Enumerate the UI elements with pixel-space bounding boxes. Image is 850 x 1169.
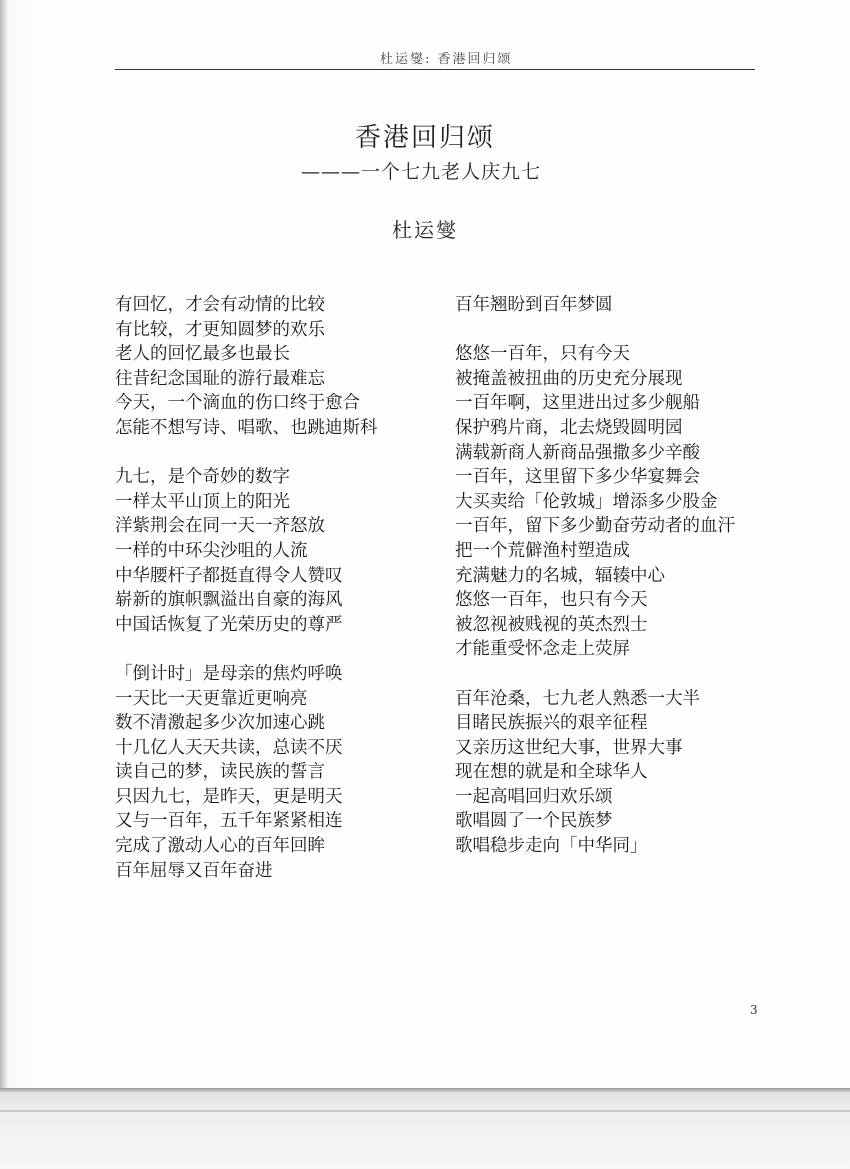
- poem-line: 「倒计时」是母亲的焦灼呼唤: [115, 663, 343, 684]
- header-rule: [115, 69, 755, 70]
- poem-line: 悠悠一百年，只有今天: [455, 344, 630, 365]
- poem-line: 又与一百年，五千年紧紧相连: [115, 811, 343, 832]
- poem-line: 一百年啊，这里进出过多少舰船: [455, 393, 700, 414]
- poem-line: 数不清激起多少次加速心跳: [115, 713, 325, 734]
- poem-stanza: [115, 662, 378, 883]
- underlying-sheet: [0, 1092, 850, 1169]
- poem-line: 又亲历这世纪大事，世界大事: [455, 737, 683, 758]
- poem-subtitle: ———一个七九老人庆九七: [301, 161, 542, 183]
- poem-right-column: [455, 293, 735, 883]
- poem-line: 大买卖给「伦敦城」增添多少股金: [455, 491, 718, 512]
- poem-title: 香港回归颂: [354, 123, 495, 153]
- poem-line: 只因九七，是昨天，更是明天: [115, 786, 343, 807]
- underlying-sheet-edge: [0, 1110, 850, 1112]
- poem-stanza: [455, 342, 735, 662]
- poem-line: 崭新的旗帜飘溢出自豪的海风: [115, 590, 343, 611]
- poem-line: 目睹民族振兴的艰辛征程: [455, 713, 648, 734]
- poem-line: 中华腰杆子都挺直得令人赞叹: [115, 565, 343, 586]
- binding-shadow: [0, 0, 8, 1090]
- poem-line: 才能重受怀念走上荧屏: [455, 639, 630, 660]
- poem-line: 往昔纪念国耻的游行最难忘: [115, 368, 325, 389]
- poem-line: 一天比一天更靠近更响亮: [115, 688, 308, 709]
- poem-line: 十几亿人天天共读，总读不厌: [115, 737, 343, 758]
- poem-line: 一起高唱回归欢乐颂: [455, 786, 613, 807]
- poem-line: 满载新商人新商品强撒多少辛酸: [455, 442, 700, 463]
- poem-line: 百年屈辱又百年奋进: [115, 860, 273, 881]
- poem-stanza: [115, 465, 378, 637]
- poem-left-column: [115, 293, 378, 908]
- poem-line: 老人的回忆最多也最长: [115, 344, 290, 365]
- poem-line: 有回忆，才会有动情的比较: [115, 295, 325, 315]
- poem-line: 怎能不想写诗、唱歌、也跳迪斯科: [115, 417, 378, 438]
- poem-line: 读自己的梦，读民族的誓言: [115, 762, 325, 783]
- poem-line: 一百年，留下多少勤奋劳动者的血汗: [455, 516, 735, 537]
- poem-line: 一样太平山顶上的阳光: [115, 491, 290, 512]
- poem-line: 悠悠一百年，也只有今天: [455, 590, 648, 611]
- poem-line: 保护鸦片商，北去烧毁圆明园: [455, 417, 683, 438]
- poem-line: 充满魅力的名城，辐辏中心: [455, 565, 665, 586]
- poem-line: 百年沧桑，七九老人熟悉一大半: [455, 688, 700, 709]
- poem-line: 被忽视被贱视的英杰烈士: [455, 614, 648, 635]
- poem-stanza: [455, 293, 735, 318]
- poem-line: 完成了激动人心的百年回眸: [115, 836, 325, 857]
- poem-line: 把一个荒僻渔村塑造成: [455, 540, 630, 561]
- poem-stanza: [455, 687, 735, 859]
- poem-line: 被掩盖被扭曲的历史充分展现: [455, 368, 683, 389]
- poem-author: 杜运燮: [392, 218, 458, 242]
- running-header: 杜运燮: 香港回归颂: [380, 52, 513, 67]
- poem-line: 九七，是个奇妙的数字: [115, 467, 290, 488]
- poem-line: 百年翘盼到百年梦圆: [455, 295, 613, 315]
- poem-line: 歌唱稳步走向「中华同」: [455, 836, 648, 857]
- poem-line: 中国话恢复了光荣历史的尊严: [115, 614, 343, 635]
- poem-line: 洋紫荆会在同一天一齐怒放: [115, 516, 325, 537]
- poem-line: 一百年，这里留下多少华宴舞会: [455, 467, 700, 488]
- poem-line: 现在想的就是和全球华人: [455, 762, 648, 783]
- page-number: 3: [750, 1003, 758, 1017]
- poem-line: 歌唱圆了一个民族梦: [455, 811, 613, 832]
- poem-line: 今天，一个滴血的伤口终于愈合: [115, 393, 360, 414]
- poem-line: 有比较，才更知圆梦的欢乐: [115, 319, 325, 340]
- poem-line: 一样的中环尖沙咀的人流: [115, 540, 308, 561]
- poem-stanza: [115, 293, 378, 441]
